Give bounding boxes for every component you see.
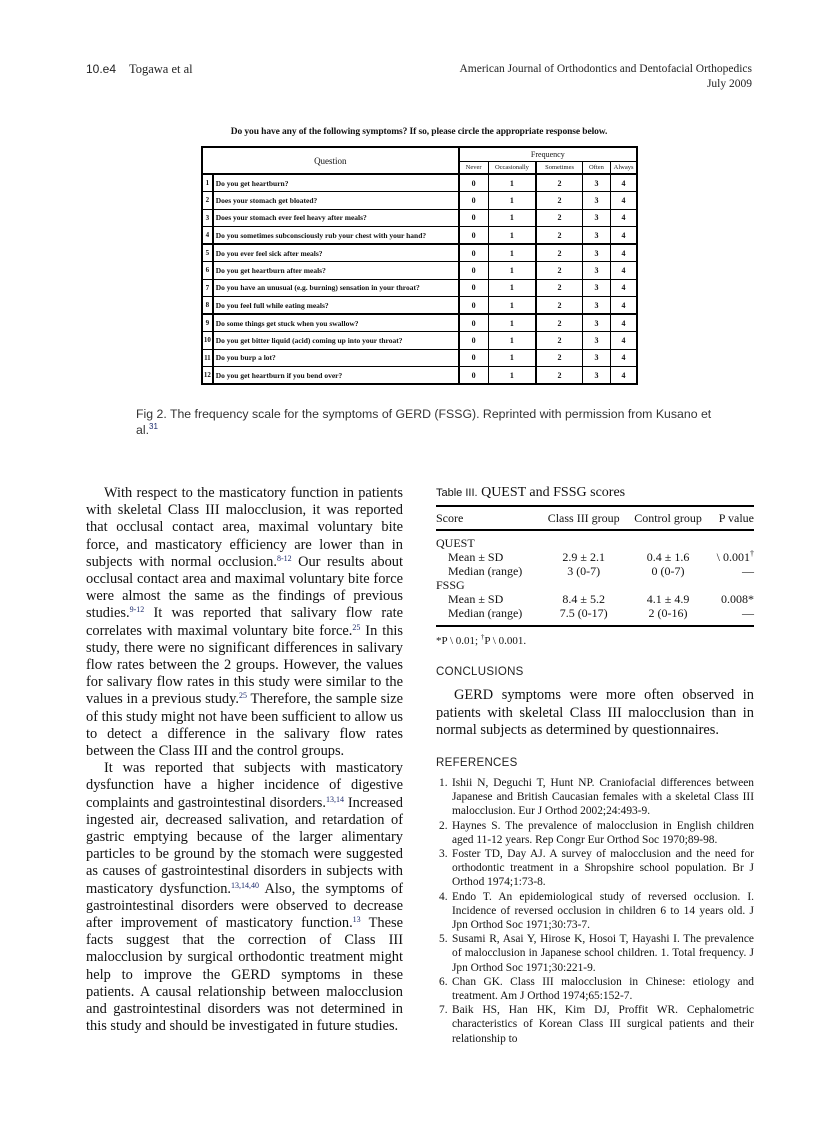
page-number: 10.e4	[86, 62, 117, 76]
response-option: 0	[459, 174, 488, 192]
response-option: 3	[582, 297, 610, 315]
author-line: Togawa et al	[128, 62, 193, 76]
footnote-mark: †	[480, 633, 485, 641]
question-number: 2	[202, 192, 213, 210]
cell-pvalue	[709, 550, 754, 564]
table-caption: QUEST and FSSG scores	[481, 485, 626, 500]
response-option: 4	[611, 244, 637, 262]
cell-control: 0 (0-7)	[651, 564, 685, 578]
reference-item	[436, 847, 754, 890]
citation-superscript[interactable]: 9-12	[129, 605, 145, 615]
response-option: 0	[459, 367, 488, 385]
pvalue-text: \ 0.001	[716, 550, 750, 564]
response-option: 0	[459, 332, 488, 350]
response-option: 2	[536, 314, 582, 332]
response-option: 3	[582, 332, 610, 350]
question-row	[202, 332, 637, 350]
reference-number: 5.	[439, 933, 448, 946]
reference-number: 3.	[439, 848, 448, 861]
response-option: 4	[611, 227, 637, 245]
question-row	[202, 209, 637, 227]
response-option: 4	[611, 262, 637, 280]
table-label: Table III.	[436, 487, 478, 499]
question-number: 1	[202, 174, 213, 192]
column-header-class3: Class III group	[547, 510, 620, 525]
cell-class3: 3 (0-7)	[567, 564, 601, 578]
column-header-score: Score	[436, 510, 464, 525]
running-header-right	[459, 62, 752, 92]
issue-date: July 2009	[706, 78, 752, 90]
reference-text: Endo T. An epidemiological study of reversed occlusion. I. Incidence of reversed occlusion in children 6 to 14 years old. J Jpn Orthod Soc 1971;30:73-7.	[452, 890, 754, 932]
response-option: 1	[488, 332, 536, 350]
body-text-run: It was reported that subjects with masticatory dysfunction have a higher incidence of digestive complaints and gastrointestinal disorders.	[86, 760, 403, 811]
question-number: 4	[202, 227, 213, 245]
quest-fssg-scores-table	[436, 505, 754, 627]
citation-superscript[interactable]: 25	[352, 622, 361, 632]
response-option: 3	[582, 367, 610, 385]
response-option: 4	[611, 174, 637, 192]
response-option: 2	[536, 367, 582, 385]
question-text: Do you feel full while eating meals?	[213, 297, 459, 315]
running-header-left	[86, 62, 193, 77]
response-option: 4	[611, 279, 637, 297]
response-option: 1	[488, 279, 536, 297]
scale-label-never: Never	[459, 161, 488, 174]
response-option: 0	[459, 297, 488, 315]
question-row	[202, 297, 637, 315]
body-text-run: In this study, there were no significant differences in salivary flow rates between the 2 groups. However, the values for salivary flow rates in this study were similar to the values in a previous study.	[86, 622, 404, 708]
response-option: 4	[611, 314, 637, 332]
citation-superscript[interactable]: 13	[352, 915, 361, 925]
response-option: 4	[611, 349, 637, 367]
column-header-pvalue: P value	[718, 510, 754, 525]
question-text: Do you have an unusual (e.g. burning) sensation in your throat?	[213, 279, 459, 297]
references-list	[436, 776, 754, 1046]
question-row	[202, 227, 637, 245]
body-text-run: These facts suggest that the correction of Class III malocclusion by surgical orthodontic treatment might help to improve the GERD symptoms in these patients. A causal relationship between malocclusion and gastrointestinal disorders was not determined in this study and should be investigated in future studies.	[86, 915, 403, 1035]
response-option: 3	[582, 349, 610, 367]
question-text: Do some things get stuck when you swallow?	[213, 314, 459, 332]
pvalue-mark: †	[750, 549, 754, 558]
citation-superscript[interactable]: 8-12	[276, 553, 292, 563]
footnote-part: P \ 0.001.	[484, 635, 527, 647]
response-option: 1	[488, 227, 536, 245]
response-option: 2	[536, 192, 582, 210]
reference-item	[436, 975, 754, 1003]
references-heading: REFERENCES	[436, 757, 518, 769]
response-option: 2	[536, 297, 582, 315]
response-option: 1	[488, 262, 536, 280]
response-option: 1	[488, 244, 536, 262]
section-label-quest: QUEST	[436, 536, 475, 550]
reference-item	[436, 932, 754, 975]
cell-pvalue: —	[742, 606, 754, 620]
reference-text: Haynes S. The prevalence of malocclusion in English children aged 11-12 years. Rep Congr Eur Orthod Soc 1970;89-98.	[452, 819, 754, 846]
question-text: Do you sometimes subconsciously rub your chest with your hand?	[213, 227, 459, 245]
frequency-header: Frequency	[459, 147, 637, 161]
question-number: 6	[202, 262, 213, 280]
question-row	[202, 192, 637, 210]
question-row	[202, 349, 637, 367]
figure-title: Do you have any of the following symptoms? If so, please circle the appropriate response below.	[230, 127, 608, 137]
reference-text: Susami R, Asai Y, Hirose K, Hosoi T, Hayashi I. The prevalence of malocclusion in Japanese school children. 1. Total frequency. J Jpn Orthod Soc 1971;30:221-9.	[452, 933, 754, 974]
table-row	[436, 564, 754, 578]
scale-label-always: Always	[611, 161, 637, 174]
response-option: 3	[582, 174, 610, 192]
reference-number: 1.	[439, 777, 448, 789]
response-option: 3	[582, 314, 610, 332]
question-number: 11	[202, 349, 213, 367]
citation-superscript[interactable]: 13,14,40	[231, 880, 259, 890]
reference-text: Chan GK. Class III malocclusion in Chinese: etiology and treatment. Am J Orthod 1974;65:152-7.	[452, 975, 754, 1003]
response-option: 3	[582, 244, 610, 262]
reference-item	[436, 890, 754, 933]
response-option: 0	[459, 209, 488, 227]
response-option: 4	[611, 209, 637, 227]
response-option: 0	[459, 192, 488, 210]
table-footnote	[436, 635, 754, 647]
figure-caption	[136, 406, 716, 438]
reference-text: Ishii N, Deguchi T, Hunt NP. Craniofacial differences between Japanese and British Caucasian females with a skeletal Class III malocclusion. Eur J Orthod 2002;24:493-9.	[452, 777, 754, 818]
reference-item	[436, 819, 754, 847]
question-number: 8	[202, 297, 213, 315]
body-text-run: Also, the symptoms of gastrointestinal disorders were observed to decrease after improvement of masticatory function.	[86, 880, 403, 932]
references-section	[436, 757, 754, 1046]
journal-name: American Journal of Orthodontics and Dentofacial Orthopedics	[459, 63, 752, 75]
question-row	[202, 314, 637, 332]
question-text: Do you get heartburn after meals?	[213, 262, 459, 280]
question-text: Does your stomach get bloated?	[213, 192, 459, 210]
question-row	[202, 279, 637, 297]
body-text-run: It was reported that salivary flow rate correlates with maximal voluntary bite force.	[86, 605, 403, 639]
citation-superscript[interactable]: 13,14	[325, 794, 344, 804]
row-label: Mean ± SD	[448, 550, 504, 564]
question-text: Do you ever feel sick after meals?	[213, 244, 459, 262]
paragraph-masticatory-function	[86, 485, 403, 760]
body-text-run: Therefore, the sample size of this study might not have been sufficient to allow us to detect a difference in the salivary flow rates between the Class III and the control groups.	[86, 691, 403, 760]
body-text-run: Our results about occlusal contact area and maximal voluntary bite force were almost the same as the findings of previous studies.	[86, 553, 403, 622]
cell-class3: 7.5 (0-17)	[559, 606, 608, 620]
question-text: Do you get bitter liquid (acid) coming up into your throat?	[213, 332, 459, 350]
table-section-row	[436, 578, 754, 592]
conclusions-section	[436, 666, 754, 740]
table-section-row	[436, 530, 754, 550]
response-option: 2	[536, 279, 582, 297]
question-number: 10	[202, 332, 213, 350]
response-option: 0	[459, 279, 488, 297]
conclusions-text: GERD symptoms were more often observed in patients with skeletal Class III malocclusion than in normal subjects as determined by questionnaires.	[436, 687, 754, 738]
cell-pvalue: —	[742, 564, 754, 578]
scale-label-often: Often	[582, 161, 610, 174]
row-label: Median (range)	[448, 564, 523, 578]
response-option: 3	[582, 262, 610, 280]
table-row	[436, 550, 754, 564]
response-option: 3	[582, 227, 610, 245]
reference-item	[436, 1003, 754, 1046]
question-text: Do you get heartburn if you bend over?	[213, 367, 459, 385]
response-option: 1	[488, 349, 536, 367]
table-iii	[436, 485, 754, 647]
row-label: Median (range)	[448, 606, 523, 620]
response-option: 4	[611, 192, 637, 210]
reference-item	[436, 776, 754, 819]
cell-control: 2 (0-16)	[648, 606, 688, 620]
response-option: 3	[582, 279, 610, 297]
paragraph-digestive-complaints	[86, 760, 403, 1035]
response-option: 2	[536, 209, 582, 227]
table-row	[436, 592, 754, 606]
cell-control: 4.1 ± 4.9	[646, 592, 690, 606]
table-title	[436, 485, 754, 501]
column-header-control: Control group	[634, 510, 702, 525]
reference-number: 6.	[439, 975, 448, 988]
response-option: 4	[611, 332, 637, 350]
reference-text: Foster TD, Day AJ. A survey of malocclusion and the need for orthodontic treatment in a Shropshire school population. Br J Orthod 1974;1:73-8.	[452, 848, 754, 889]
citation-superscript: 31	[149, 422, 158, 431]
cell-control: 0.4 ± 1.6	[646, 550, 690, 564]
fssg-questionnaire-table	[201, 146, 638, 385]
footnote-part: *P \ 0.01;	[436, 635, 481, 647]
response-option: 2	[536, 174, 582, 192]
question-row	[202, 174, 637, 192]
question-number: 7	[202, 279, 213, 297]
response-option: 2	[536, 227, 582, 245]
question-number: 5	[202, 244, 213, 262]
citation-superscript[interactable]: 25	[238, 691, 247, 701]
scale-label-occasionally: Occasionally	[488, 161, 536, 174]
response-option: 3	[582, 209, 610, 227]
response-option: 4	[611, 367, 637, 385]
conclusions-heading: CONCLUSIONS	[436, 666, 524, 678]
reference-number: 7.	[439, 1004, 448, 1017]
response-option: 2	[536, 349, 582, 367]
reference-text: Baik HS, Han HK, Kim DJ, Proffit WR. Cephalometric characteristics of Korean Class III surgical patients and their relationship to	[452, 1004, 754, 1045]
response-option: 3	[582, 192, 610, 210]
response-option: 0	[459, 244, 488, 262]
fssg-table-body	[202, 174, 637, 384]
cell-class3: 2.9 ± 2.1	[562, 550, 605, 564]
question-text: Do you burp a lot?	[213, 349, 459, 367]
body-text-run: Increased ingested air, decreased salivation, and retardation of gastric emptying because of the larger alimentary particles to be ground by the stomach were suggested as causes of gastrointestinal disorders in subjects with masticatory dysfunction.	[86, 794, 403, 897]
question-row	[202, 244, 637, 262]
figure-caption-text: Fig 2. The frequency scale for the symptoms of GERD (FSSG). Reprinted with permission from Kusano et al.	[136, 407, 712, 437]
question-header: Question	[202, 147, 459, 174]
scale-label-sometimes: Sometimes	[536, 161, 582, 174]
reference-number: 4.	[439, 890, 448, 903]
body-text-run: With respect to the masticatory function in patients with skeletal Class III malocclusion, it was reported that occlusal contact area, maximal voluntary bite force, and masticatory efficiency are lower than in subjects with normal occlusion.	[86, 485, 403, 570]
question-text: Do you get heartburn?	[213, 174, 459, 192]
response-option: 1	[488, 209, 536, 227]
question-number: 12	[202, 367, 213, 385]
question-text: Does your stomach ever feel heavy after meals?	[213, 209, 459, 227]
section-label-fssg: FSSG	[436, 578, 465, 592]
table-row	[436, 606, 754, 626]
question-number: 3	[202, 209, 213, 227]
question-number: 9	[202, 314, 213, 332]
row-label: Mean ± SD	[448, 592, 504, 606]
response-option: 2	[536, 262, 582, 280]
reference-number: 2.	[439, 819, 448, 832]
response-option: 0	[459, 314, 488, 332]
response-option: 0	[459, 227, 488, 245]
response-option: 4	[611, 297, 637, 315]
response-option: 2	[536, 332, 582, 350]
question-row	[202, 262, 637, 280]
response-option: 0	[459, 262, 488, 280]
response-option: 1	[488, 297, 536, 315]
cell-class3: 8.4 ± 5.2	[562, 592, 605, 606]
response-option: 0	[459, 349, 488, 367]
response-option: 1	[488, 174, 536, 192]
question-row	[202, 367, 637, 385]
body-text-left-column	[86, 485, 403, 1036]
cell-pvalue: 0.008*	[721, 592, 754, 606]
response-option: 1	[488, 192, 536, 210]
response-option: 2	[536, 244, 582, 262]
response-option: 1	[488, 314, 536, 332]
response-option: 1	[488, 367, 536, 385]
